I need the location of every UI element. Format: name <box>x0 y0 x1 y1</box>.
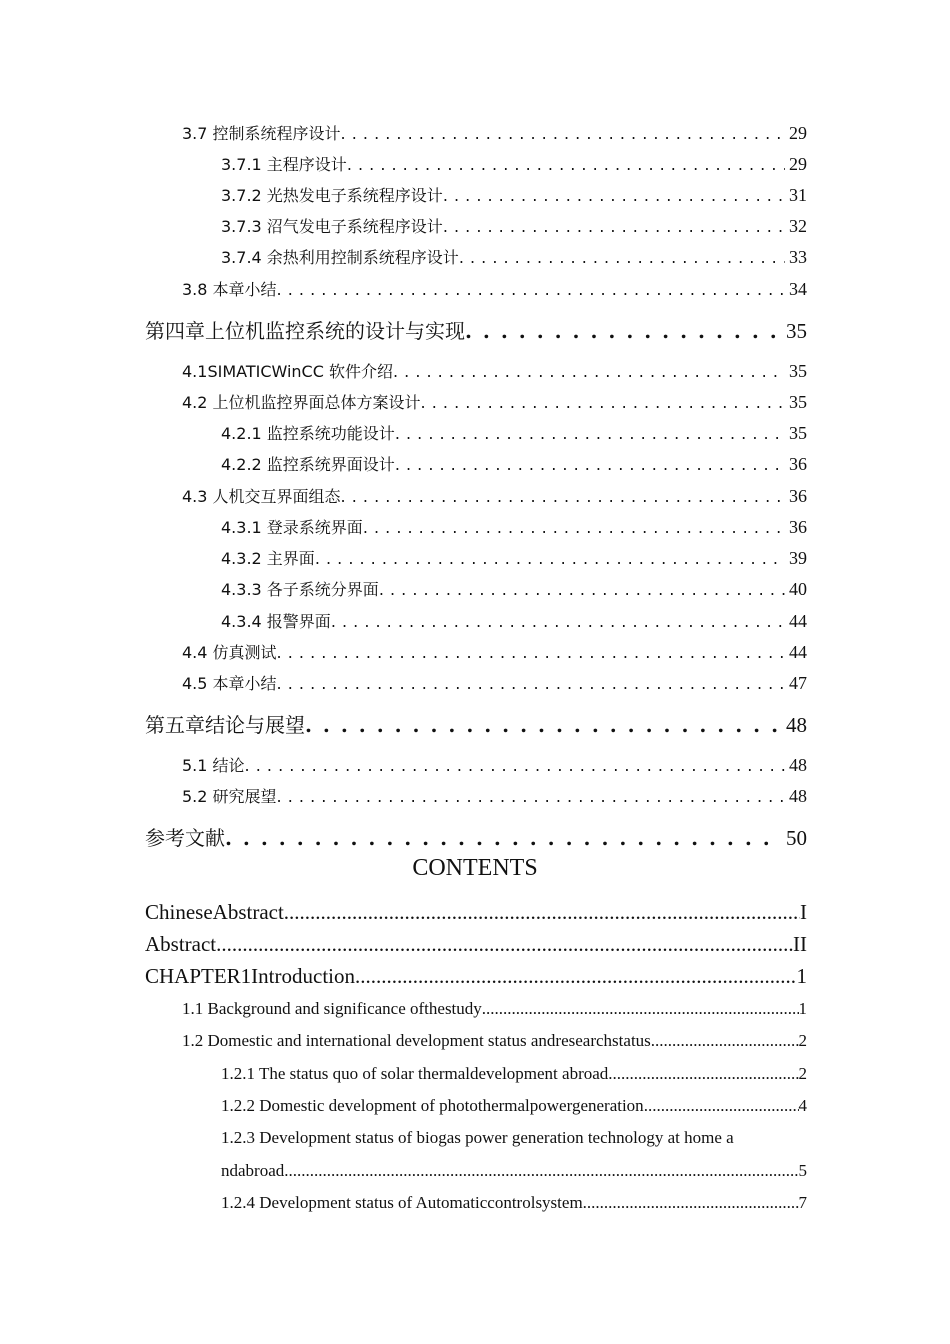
toc-entry[interactable] <box>182 753 807 775</box>
toc-entry-page: 29 <box>789 154 807 174</box>
toc-entry-page: 32 <box>789 216 807 236</box>
toc-entry-page: 35 <box>789 361 807 381</box>
dot-leader <box>443 186 785 205</box>
dot-leader <box>341 124 785 143</box>
dot-leader <box>331 612 785 631</box>
toc-chapter-entry[interactable] <box>145 900 807 928</box>
toc-entry[interactable] <box>221 546 807 568</box>
toc-chapter-label: 参考文献 <box>145 826 225 850</box>
toc-entry-page: 36 <box>789 517 807 537</box>
toc-chapter-label: 第四章上位机监控系统的设计与实现 <box>145 319 465 343</box>
dot-leader <box>277 787 785 806</box>
toc-entry-page: 48 <box>789 755 807 775</box>
contents-heading: CONTENTS <box>412 855 538 881</box>
toc-chapter-entry[interactable] <box>145 709 807 737</box>
dot-leader <box>315 549 785 568</box>
toc-entry-page: 7 <box>798 1193 807 1212</box>
toc-entry-page: 31 <box>789 185 807 205</box>
toc-entry[interactable] <box>221 452 807 474</box>
toc-chapter-label: ChineseAbstract <box>145 900 284 924</box>
toc-entry[interactable] <box>221 577 807 599</box>
toc-entry-label: 3.7.1 主程序设计 <box>221 155 347 174</box>
toc-entry-label: 4.2.2 监控系统界面设计 <box>221 455 395 474</box>
toc-entry[interactable] <box>182 390 807 412</box>
toc-entry[interactable] <box>221 214 807 236</box>
toc-entry-page: 44 <box>789 642 807 662</box>
toc-entry-wrapped-line[interactable]: 1.2.3 Development status of biogas power generation technology at home a <box>221 1128 734 1147</box>
toc-chapter-label: CHAPTER1Introduction <box>145 964 355 988</box>
toc-entry[interactable] <box>221 1193 807 1217</box>
dot-leader <box>341 487 785 506</box>
toc-entry-label: 5.2 研究展望 <box>182 787 277 806</box>
toc-chapter-page: I <box>800 900 807 924</box>
toc-entry[interactable] <box>221 245 807 267</box>
toc-entry-label: 1.2.2 Domestic development of photothermalpowergeneration <box>221 1096 644 1115</box>
dot-leader <box>644 1096 799 1116</box>
toc-entry[interactable] <box>182 121 807 143</box>
toc-entry-label: 4.3.4 报警界面 <box>221 612 331 631</box>
toc-entry-label: 4.1SIMATICWinCC 软件介绍 <box>182 362 393 381</box>
toc-chapter-label: 第五章结论与展望 <box>145 713 305 737</box>
toc-entry-page: 35 <box>789 423 807 443</box>
toc-chapter-entry[interactable] <box>145 932 807 960</box>
toc-entry-label: 4.2 上位机监控界面总体方案设计 <box>182 393 421 412</box>
toc-entry[interactable] <box>182 671 807 693</box>
toc-entry-label: 4.3.2 主界面 <box>221 549 315 568</box>
dot-leader <box>355 964 797 989</box>
dot-leader <box>421 393 785 412</box>
toc-entry-page: 34 <box>789 279 807 299</box>
toc-entry-label: ndabroad <box>221 1161 285 1180</box>
toc-entry[interactable] <box>221 421 807 443</box>
toc-entry-page: 1 <box>798 999 807 1018</box>
toc-entry-label: 4.4 仿真测试 <box>182 643 277 662</box>
dot-leader <box>216 932 793 957</box>
toc-entry-page: 40 <box>789 579 807 599</box>
toc-entry-label: 3.7.3 沼气发电子系统程序设计 <box>221 217 443 236</box>
dot-leader <box>363 518 785 537</box>
toc-entry[interactable] <box>182 1031 807 1055</box>
dot-leader <box>305 713 782 737</box>
dot-leader <box>395 455 785 474</box>
dot-leader <box>379 580 785 599</box>
toc-entry-page: 2 <box>798 1064 807 1083</box>
toc-entry[interactable] <box>182 784 807 806</box>
toc-entry[interactable] <box>221 515 807 537</box>
toc-chapter-entry[interactable] <box>145 822 807 850</box>
dot-leader <box>225 826 782 850</box>
dot-leader <box>443 217 785 236</box>
toc-entry[interactable] <box>221 609 807 631</box>
dot-leader <box>465 319 782 343</box>
dot-leader <box>347 155 785 174</box>
toc-entry[interactable] <box>182 359 807 381</box>
toc-entry-page: 4 <box>798 1096 807 1115</box>
dot-leader <box>277 643 785 662</box>
dot-leader <box>393 362 785 381</box>
toc-entry-label: 1.2.4 Development status of Automaticcontrolsystem <box>221 1193 583 1212</box>
toc-entry-label: 4.2.1 监控系统功能设计 <box>221 424 395 443</box>
toc-chapter-page: 48 <box>786 713 807 737</box>
toc-chapter-label: Abstract <box>145 932 217 956</box>
toc-entry-page: 48 <box>789 786 807 806</box>
dot-leader <box>245 756 785 775</box>
toc-chapter-page: 50 <box>786 826 807 850</box>
toc-entry-label: 3.7 控制系统程序设计 <box>182 124 341 143</box>
dot-leader <box>284 1161 798 1181</box>
toc-entry[interactable] <box>221 1161 807 1185</box>
toc-entry[interactable] <box>182 484 807 506</box>
toc-entry-label: 4.5 本章小结 <box>182 674 277 693</box>
toc-entry[interactable] <box>221 1064 807 1088</box>
dot-leader <box>459 248 785 267</box>
toc-entry-page: 5 <box>798 1161 807 1180</box>
dot-leader <box>277 280 785 299</box>
toc-entry-label: 1.2 Domestic and international development status andresearchstatus <box>182 1031 651 1050</box>
toc-chapter-page: II <box>793 932 807 956</box>
toc-entry[interactable] <box>182 640 807 662</box>
toc-chapter-entry[interactable] <box>145 964 807 992</box>
toc-entry-page: 47 <box>789 673 807 693</box>
toc-entry[interactable] <box>182 277 807 299</box>
toc-entry-label: 5.1 结论 <box>182 756 245 775</box>
toc-chapter-page: 1 <box>796 964 807 988</box>
toc-chapter-entry[interactable] <box>145 315 807 343</box>
toc-entry-page: 2 <box>798 1031 807 1050</box>
dot-leader <box>583 1193 799 1213</box>
toc-entry[interactable] <box>221 183 807 205</box>
toc-entry-label: 4.3.3 各子系统分界面 <box>221 580 379 599</box>
toc-chapter-page: 35 <box>786 319 807 343</box>
toc-entry-page: 39 <box>789 548 807 568</box>
dot-leader <box>395 424 785 443</box>
toc-entry-label: 3.8 本章小结 <box>182 280 277 299</box>
toc-entry-page: 36 <box>789 454 807 474</box>
toc-entry-label: 1.1 Background and significance ofthestudy <box>182 999 482 1018</box>
toc-entry-page: 33 <box>789 247 807 267</box>
toc-entry-page: 36 <box>789 486 807 506</box>
dot-leader <box>284 900 800 925</box>
dot-leader <box>608 1064 798 1084</box>
toc-entry-label: 4.3.1 登录系统界面 <box>221 518 363 537</box>
dot-leader <box>482 999 799 1019</box>
dot-leader <box>277 674 785 693</box>
toc-entry[interactable] <box>182 999 807 1023</box>
toc-entry-page: 44 <box>789 611 807 631</box>
toc-entry-page: 29 <box>789 123 807 143</box>
toc-entry[interactable] <box>221 152 807 174</box>
toc-entry-label: 1.2.1 The status quo of solar thermaldevelopment abroad <box>221 1064 609 1083</box>
toc-entry[interactable] <box>221 1096 807 1120</box>
toc-entry-label: 3.7.2 光热发电子系统程序设计 <box>221 186 443 205</box>
toc-entry-label: 4.3 人机交互界面组态 <box>182 487 341 506</box>
toc-entry-page: 35 <box>789 392 807 412</box>
dot-leader <box>651 1031 799 1051</box>
toc-entry-label: 3.7.4 余热利用控制系统程序设计 <box>221 248 459 267</box>
